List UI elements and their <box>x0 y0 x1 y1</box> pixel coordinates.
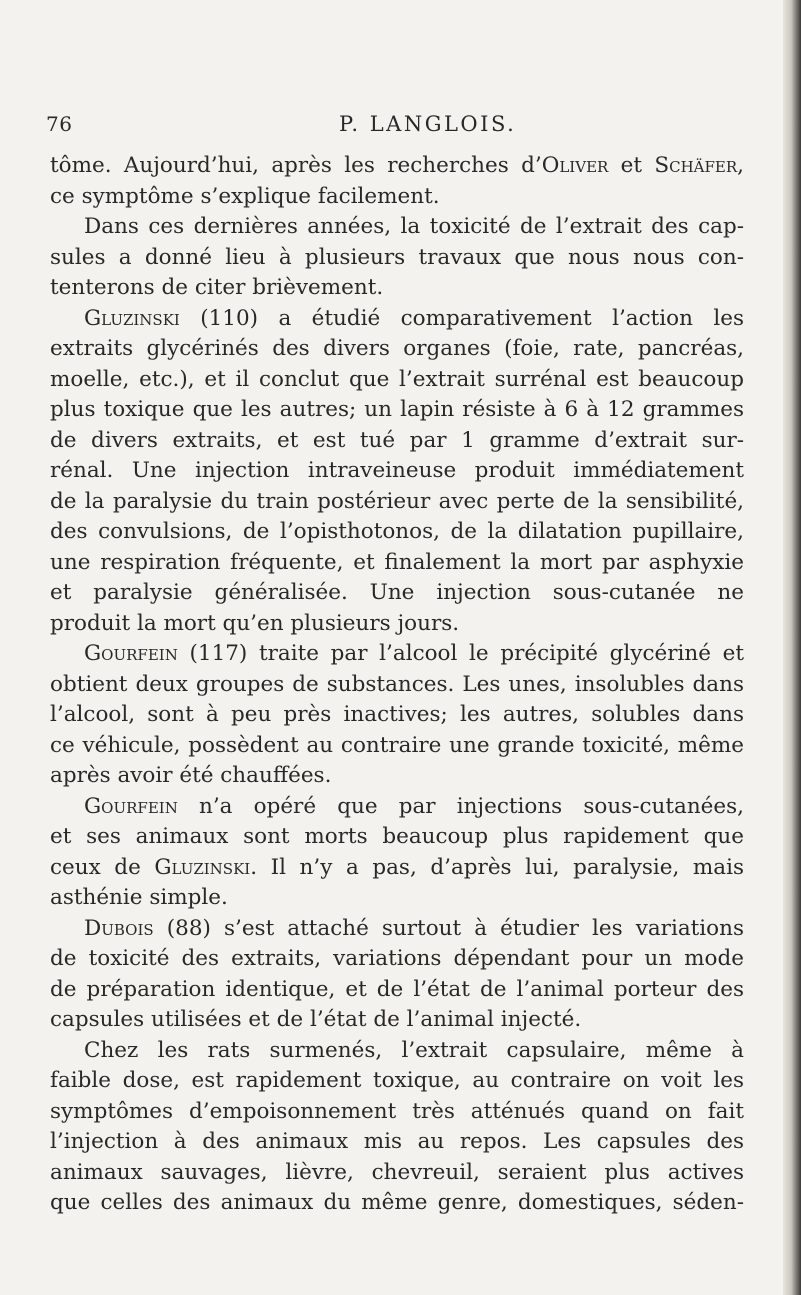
text-line: asthénie simple. <box>50 885 228 910</box>
text-line: que celles des animaux du même genre, domestiques, séden- <box>50 1190 744 1215</box>
text-line: après avoir été chauffées. <box>50 763 332 788</box>
text-line: produit la mort qu’en plusieurs jours. <box>50 610 460 636</box>
page-edge-shadow <box>783 0 801 1295</box>
text-line: une respiration fréquente, et finalement la mort par asphyxie <box>50 549 744 575</box>
text-line: de toxicité des extraits, variations dépendant pour un mode <box>50 946 744 971</box>
text-line: l’injection à des animaux mis au repos. Les capsules des <box>50 1129 744 1154</box>
text-line: moelle, etc.), et il conclut que l’extrait surrénal est beaucoup <box>50 366 744 392</box>
author-name: Gluzinski <box>84 305 180 331</box>
text-line: sules a donné lieu à plusieurs travaux que nous nous con- <box>50 244 744 270</box>
text-line: faible dose, est rapidement toxique, au contraire on voit les <box>50 1068 744 1093</box>
author-name: Dubois <box>84 915 154 941</box>
page-header <box>46 112 746 140</box>
text-line: tenterons de citer brièvement. <box>50 275 384 300</box>
text-line: ceux de Gluzinski. Il n’y a pas, d’après lui, paralysie, mais <box>50 854 744 880</box>
author-name: Gourfein <box>84 793 178 819</box>
text-line: Gluzinski (110) a étudié comparativement l’action les <box>84 305 744 331</box>
text-line: Dubois (88) s’est attaché surtout à étudier les variations <box>84 915 744 941</box>
text-line: plus toxique que les autres; un lapin résiste à 6 à 12 grammes <box>50 397 744 422</box>
text-line: ce véhicule, possèdent au contraire une grande toxicité, même <box>50 732 744 758</box>
body-text <box>50 151 744 1219</box>
text-line: extraits glycérinés des divers organes (foie, rate, pancréas, <box>50 336 744 361</box>
text-line: des convulsions, de l’opisthotonos, de la dilatation pupillaire, <box>50 519 744 544</box>
text-line: et ses animaux sont morts beaucoup plus rapidement que <box>50 824 744 849</box>
text-line: animaux sauvages, lièvre, chevreuil, seraient plus actives <box>50 1159 744 1185</box>
text-line: de divers extraits, et est tué par 1 gramme d’extrait sur- <box>50 427 744 453</box>
text-line: l’alcool, sont à peu près inactives; les autres, solubles dans <box>50 702 744 727</box>
text-line: capsules utilisées et de l’état de l’animal injecté. <box>50 1007 582 1032</box>
text-line: Gourfein (117) traite par l’alcool le précipité glycériné et <box>84 641 744 666</box>
text-line: de la paralysie du train postérieur avec perte de la sensibilité, <box>50 488 744 514</box>
text-line: symptômes d’empoisonnement très atténués quand on fait <box>50 1098 744 1124</box>
text-line: Dans ces dernières années, la toxicité de l’extrait des cap- <box>84 214 744 239</box>
text-line: tôme. Aujourd’hui, après les recherches d’Oliver et Schäfer, <box>50 153 744 178</box>
text-line: et paralysie généralisée. Une injection sous-cutanée ne <box>50 580 744 605</box>
text-line: ce symptôme s’explique facilement. <box>50 183 440 209</box>
page-number: 76 <box>46 112 73 136</box>
author-name: Gourfein <box>84 641 178 666</box>
text-line: Chez les rats surmenés, l’extrait capsulaire, même à <box>84 1037 744 1063</box>
text-line: rénal. Une injection intraveineuse produit immédiatement <box>50 458 744 483</box>
running-head: P. LANGLOIS. <box>339 112 517 136</box>
author-name: Oliver <box>541 153 609 178</box>
text-line: obtient deux groupes de substances. Les unes, insolubles dans <box>50 671 744 697</box>
text-line: Gourfein n’a opéré que par injections sous-cutanées, <box>84 793 744 819</box>
text-line: de préparation identique, et de l’état de l’animal porteur des <box>50 976 744 1002</box>
author-name: Gluzinski <box>154 854 251 880</box>
author-name: Schäfer <box>654 153 738 178</box>
